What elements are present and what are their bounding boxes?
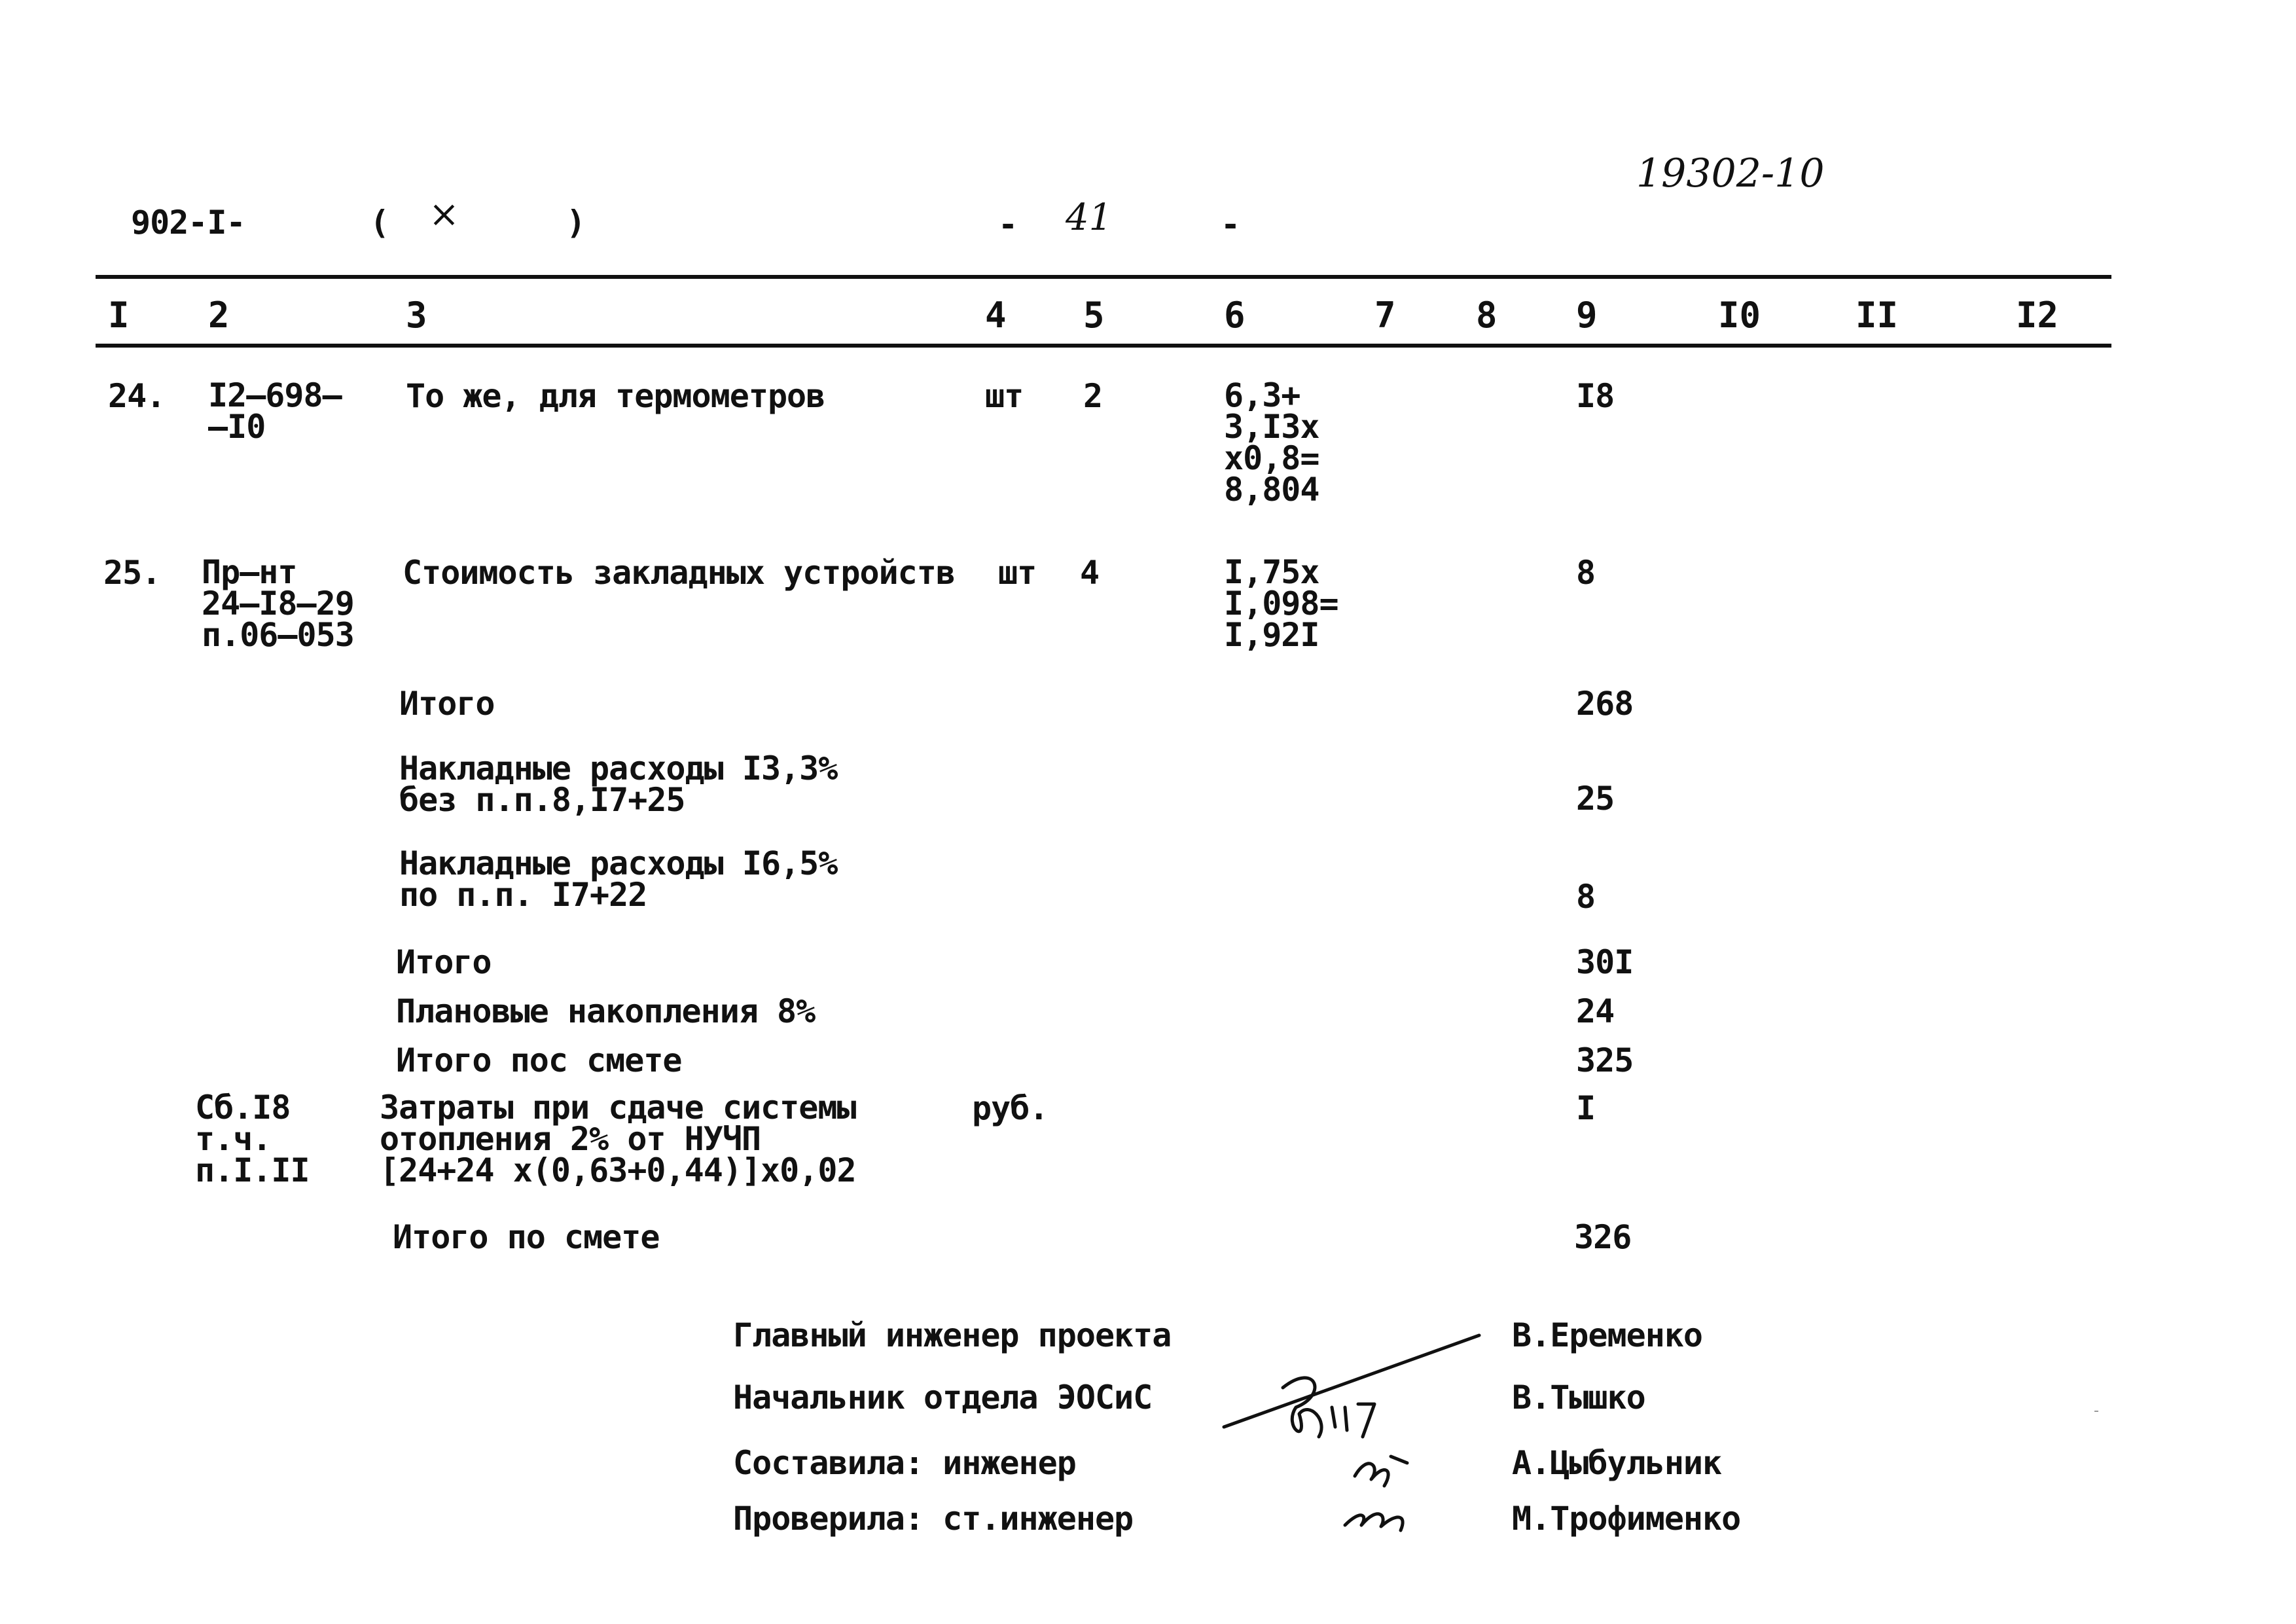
row-24-total: I8 [1576, 377, 1615, 415]
col-header-7: 7 [1374, 295, 1396, 336]
signature-role: Составила: инженер [733, 1444, 1076, 1482]
row-24-calc-line: 3,I3x [1224, 408, 1319, 446]
row-25-unit: шт [998, 554, 1037, 592]
row-25-num: 25. [103, 554, 161, 592]
signature-stroke [1332, 1404, 1374, 1437]
row-24-code [208, 376, 342, 446]
col-header-11: II [1856, 295, 1899, 336]
signature-name: М.Трофименко [1512, 1500, 1741, 1538]
row-24-calc-line: 8,804 [1224, 471, 1319, 509]
row-25-code [202, 553, 354, 654]
col-header-9: 9 [1576, 295, 1598, 336]
extra-desc-line: отопления 2% от НУЧП [380, 1120, 761, 1158]
paren-open: ( [370, 204, 389, 242]
table-header-rule [96, 344, 2111, 348]
row-25-calc-line: I,92I [1224, 616, 1319, 654]
row-24-calc-line: x0,8= [1224, 439, 1319, 477]
summary-total: 268 [1576, 685, 1634, 723]
row-25-calc-line: I,098= [1224, 585, 1338, 623]
final-total: 326 [1574, 1218, 1632, 1256]
signature-stroke [1355, 1456, 1407, 1486]
col-header-5: 5 [1083, 295, 1105, 336]
col-header-2: 2 [208, 295, 230, 336]
paren-mark: × [429, 193, 459, 236]
col-header-4: 4 [985, 295, 1007, 336]
row-24-calc-line: 6,3+ [1224, 376, 1300, 414]
col-header-3: 3 [406, 295, 427, 336]
extra-total: I [1576, 1089, 1596, 1127]
signature-name: В.Еременко [1512, 1316, 1703, 1354]
summary-label-line: Накладные расходы I3,3% [399, 749, 838, 787]
signature-role: Проверила: ст.инженер [733, 1500, 1134, 1538]
table-top-rule [96, 275, 2111, 279]
summary-label-line: без п.п.8,I7+25 [399, 781, 685, 819]
summary-total: 24 [1576, 992, 1615, 1030]
extra-desc-line: [24+24 x(0,63+0,44)]x0,02 [380, 1151, 856, 1189]
row-24-desc: То же, для термометров [406, 377, 825, 415]
summary-label [399, 844, 838, 914]
col-header-12: I2 [2016, 295, 2059, 336]
extra-code-line: т.ч. [195, 1120, 272, 1158]
row-25-qty: 4 [1080, 554, 1100, 592]
page-number: 41 [1066, 196, 1113, 239]
row-24-num: 24. [108, 377, 166, 415]
row-25-total: 8 [1576, 554, 1596, 592]
signature-role: Начальник отдела ЭОСиС [733, 1379, 1153, 1416]
row-25-code-line: Пр–нт [202, 553, 297, 591]
extra-code-line: п.I.II [195, 1151, 310, 1189]
summary-total: 25 [1576, 780, 1615, 818]
paren-close: ) [566, 204, 586, 242]
row-25-calc [1224, 553, 1338, 654]
col-header-6: 6 [1224, 295, 1246, 336]
signature-stroke [1224, 1335, 1479, 1427]
row-25-code-line: 24–I8–29 [202, 585, 354, 623]
col-header-10: I0 [1718, 295, 1761, 336]
summary-total: 8 [1576, 878, 1596, 916]
summary-label-line: по п.п. I7+22 [399, 876, 647, 914]
signature-name: А.Цыбульник [1512, 1444, 1722, 1482]
row-25-calc-line: I,75x [1224, 553, 1319, 591]
doc-code: 902-I- [131, 204, 245, 242]
row-24-unit: шт [985, 377, 1024, 415]
signature-role: Главный инженер проекта [733, 1316, 1172, 1354]
handwritten-signatures [1217, 1322, 1492, 1538]
row-24-code-line: –I0 [208, 408, 266, 446]
summary-label: Плановые накопления 8% [396, 992, 816, 1030]
summary-label: Итого [396, 943, 492, 981]
row-24-calc [1224, 376, 1319, 509]
summary-label: Итого пос смете [396, 1041, 682, 1079]
row-25-code-line: п.06–053 [202, 616, 354, 654]
row-25-desc: Стоимость закладных устройств [403, 554, 955, 592]
summary-label: Итого [399, 685, 495, 723]
col-header-1: I [108, 295, 130, 336]
extra-code-line: Сб.I8 [195, 1089, 291, 1127]
signature-stroke [1283, 1378, 1321, 1437]
summary-label [399, 749, 838, 819]
col-header-8: 8 [1476, 295, 1498, 336]
summary-total: 30I [1576, 943, 1634, 981]
ref-number: 19302-10 [1636, 151, 1825, 196]
summary-total: 325 [1576, 1041, 1634, 1079]
row-24-code-line: I2–698– [208, 376, 342, 414]
signature-stroke [1345, 1514, 1403, 1530]
extra-desc [380, 1089, 856, 1189]
page-dash-right: - [1221, 206, 1240, 244]
row-24-qty: 2 [1083, 377, 1103, 415]
extra-code [195, 1089, 310, 1189]
extra-desc-line: Затраты при сдаче системы [380, 1089, 856, 1127]
page-dash-left: - [998, 206, 1018, 244]
summary-label-line: Накладные расходы I6,5% [399, 844, 838, 882]
signature-name: В.Тышко [1512, 1379, 1645, 1416]
final-label: Итого по смете [393, 1218, 660, 1256]
scan-speck [2094, 1411, 2098, 1412]
extra-unit: руб. [972, 1089, 1049, 1127]
